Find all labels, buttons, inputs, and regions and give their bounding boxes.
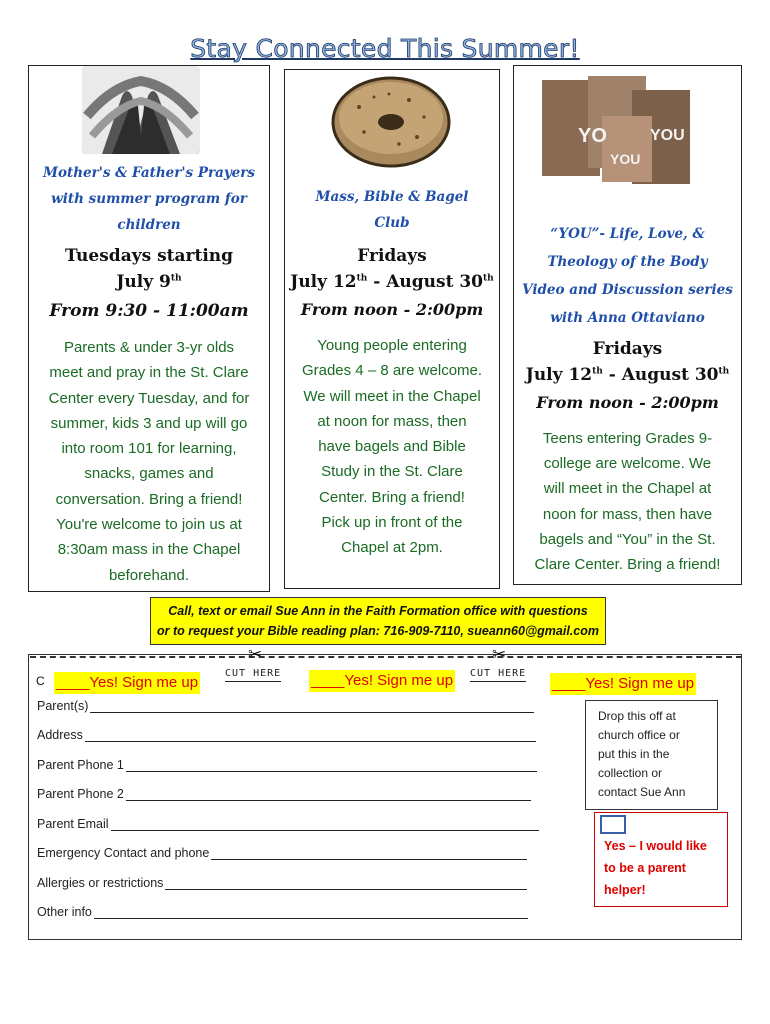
you-series-description: Teens entering Grades 9- college are welcome. We will meet in the Chapel at noon for mass, then have bagels and “You” in the St. Clare Center. Bring a friend! — [534, 430, 721, 574]
parent-helper-box: Yes – I would like to be a parent helper! — [594, 812, 728, 907]
parent-phone-2-field[interactable]: Parent Phone 2 — [37, 787, 531, 801]
prayers-heading: Mother's & Father's Prayers with summer program for children — [43, 165, 255, 233]
you-book-covers-image — [540, 72, 692, 186]
address-field[interactable]: Address — [37, 728, 536, 742]
allergies-field[interactable]: Allergies or restrictions — [37, 876, 527, 890]
you-series-heading: “YOU”- Life, Love, & Theology of the Body Video and Discussion series with Anna Ottaviano — [522, 226, 733, 326]
book-label-1: YO — [578, 125, 607, 147]
parent-helper-checkbox[interactable] — [600, 815, 626, 834]
bible-bagel-dates: July 12th - August 30th — [290, 272, 494, 292]
cut-line — [30, 656, 742, 658]
signup-option-prayers[interactable]: ____Yes! Sign me up — [54, 672, 200, 694]
signup-option-bible-bagel[interactable]: ____Yes! Sign me up — [309, 670, 455, 692]
prayers-time: From 9:30 - 11:00am — [49, 301, 249, 321]
bible-bagel-time: From noon - 2:00pm — [300, 300, 484, 319]
you-series-day: Fridays — [592, 339, 663, 359]
emergency-contact-field[interactable]: Emergency Contact and phone — [37, 846, 527, 860]
contact-callout: Call, text or email Sue Ann in the Faith Formation office with questions or to request your Bible reading plan: 716-909-7110, sueann60@gmail.com — [150, 597, 606, 645]
bible-bagel-day: Fridays — [357, 246, 427, 266]
prayers-date: July 9th — [116, 272, 182, 292]
bible-bagel-description: Young people entering Grades 4 – 8 are welcome. We will meet in the Chapel at noon for mass, then have bagels and Bible Study in the St. Clare Center. Bring a friend! Pick up in front of the Chapel at 2pm. — [301, 337, 483, 557]
signup-option-you-series[interactable]: ____Yes! Sign me up — [550, 673, 696, 695]
parents-field[interactable]: Parent(s) — [37, 699, 534, 713]
bible-bagel-heading: Mass, Bible & Bagel Club — [315, 189, 469, 231]
prayers-description: Parents & under 3-yr olds meet and pray in the St. Clare Center every Tuesday, and for summer, kids 3 and up will go into room 101 for learning, snacks, games and conversation. Bring a friend! You're welcome to join us at 8:30am mass in the Chapel beforehand. — [48, 339, 250, 584]
page-title: Stay Connected This Summer! — [190, 34, 580, 63]
book-label-3: YOU — [610, 151, 641, 167]
other-info-field[interactable]: Other info — [37, 905, 528, 919]
parent-email-field[interactable]: Parent Email — [37, 817, 539, 831]
you-series-dates: July 12th - August 30th — [525, 365, 730, 385]
praying-hands-image — [82, 66, 200, 154]
scissors-icon: ✂ — [492, 645, 507, 664]
you-series-time: From noon - 2:00pm — [536, 393, 719, 412]
cut-here-label: CUT HERE — [470, 668, 526, 682]
scissors-icon: ✂ — [248, 645, 263, 664]
partial-character: C — [36, 674, 45, 688]
prayers-day: Tuesdays starting — [64, 246, 234, 266]
cut-here-label: CUT HERE — [225, 668, 281, 682]
bagel-image — [329, 72, 453, 170]
book-label-2: YOU — [650, 127, 685, 144]
drop-off-instructions: Drop this off at church office or put this in the collection or contact Sue Ann — [585, 700, 718, 810]
parent-phone-1-field[interactable]: Parent Phone 1 — [37, 758, 537, 772]
